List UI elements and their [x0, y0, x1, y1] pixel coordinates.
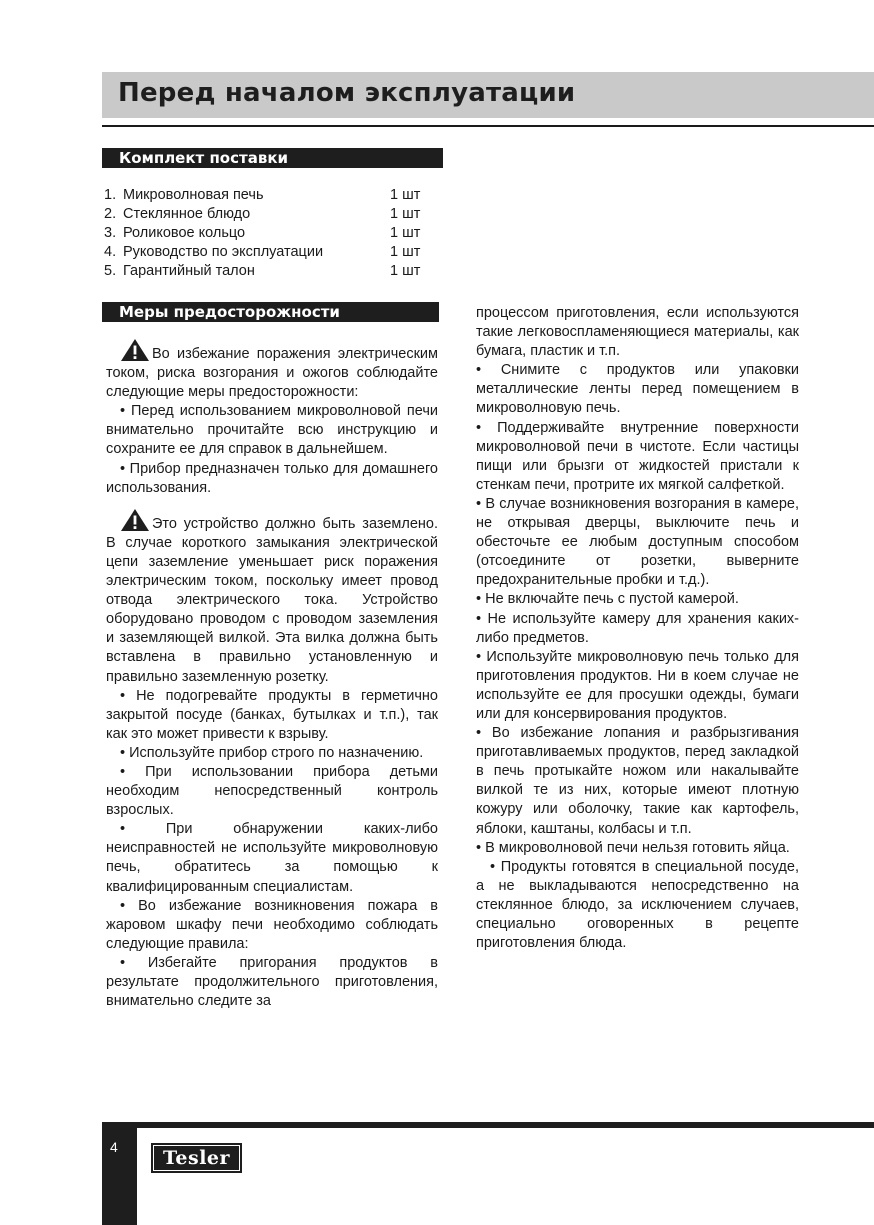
list-item — [104, 186, 434, 205]
safety-paragraph: • Во избежание лопания и разбрызгивания приготавливаемых продуктов, перед закладкой в печь протыкайте ножом или накалывайте вилкой те из них, которые имеют плотную кожуру или оболочку, такие как картофель, яблоки, каштаны, колбасы и т.п. — [476, 725, 799, 837]
page-title: Перед началом эксплуатации — [118, 78, 576, 108]
safety-paragraph: • Не подогревайте продукты в герметично закрытой посуде (банках, бутылках и т.п.), так как это может привести к взрыву. — [106, 687, 438, 742]
safety-paragraph: • При использовании прибора детьми необходим непосредственный контроль взрослых. — [106, 763, 438, 819]
safety-heading: Меры предосторожности — [102, 302, 439, 322]
kit-heading: Комплект поставки — [102, 148, 443, 168]
safety-paragraph: • При обнаружении каких-либо неисправностей не используйте микроволновую печь, обратитесь за помощью к квалифицированным специалистам. — [106, 821, 438, 895]
safety-paragraph: • Продукты готовятся в специальной посуде, а не выкладываются непосредственно на стеклянное блюдо, за исключением случаев, специально оговоренных в рецепте приготовления блюда. — [476, 858, 799, 952]
page-number: 4 — [110, 1139, 118, 1155]
item-number: 3. — [104, 225, 117, 241]
item-name: Гарантийный талон — [123, 263, 255, 279]
item-number: 2. — [104, 206, 117, 222]
footer-rule — [102, 1122, 874, 1128]
list-item — [104, 224, 434, 243]
item-name: Руководство по эксплуатации — [123, 244, 324, 260]
safety-paragraph: • Снимите с продуктов или упаковки металлические ленты перед помещением в микроволновую печь. — [476, 362, 799, 417]
item-qty: 1 шт — [390, 263, 421, 279]
item-number: 5. — [104, 263, 117, 279]
warning-triangle-icon — [120, 508, 150, 532]
item-qty: 1 шт — [390, 187, 421, 203]
warning-paragraph-2: Это устройство должно быть заземлено. В случае короткого замыкания электрической цепи заземление уменьшает риск поражения электрическим током, поскольку имеет провод отвода электрического тока. Устройство оборудовано проводом с проводом заземления и заземляющей вилкой. Эта вилка должна быть вставлена в правильно установленную и правильно заземленную розетку. — [106, 508, 438, 687]
list-item — [104, 205, 434, 224]
safety-paragraph: • Избегайте пригорания продуктов в результате продолжительного приготовления, внимательно следите за — [106, 954, 438, 1010]
item-qty: 1 шт — [390, 225, 421, 241]
safety-paragraph: • В случае возникновения возгорания в камере, не открывая дверцы, выключите печь и обесточьте ее любым доступным способом (отсоедините от розетки, выверните предохранительные пробки и т.д.). — [476, 495, 799, 589]
safety-paragraph: • Во избежание возникновения пожара в жаровом шкафу печи необходимо соблюдать следующие правила: — [106, 897, 438, 952]
list-item — [104, 262, 434, 281]
brand-logo-text: Tesler — [153, 1145, 240, 1171]
item-name: Микроволновая печь — [123, 187, 264, 203]
safety-paragraph: • Не используйте камеру для хранения каких-либо предметов. — [476, 610, 799, 646]
safety-paragraph: • Перед использованием микроволновой печи внимательно прочитайте всю инструкцию и сохраните ее для справок в дальнейшем. — [106, 403, 438, 458]
safety-right-column — [476, 304, 799, 953]
warning-triangle-icon — [120, 338, 150, 362]
item-name: Роликовое кольцо — [123, 225, 246, 241]
item-name: Стеклянное блюдо — [123, 206, 251, 222]
safety-paragraph: • Не включайте печь с пустой камерой. — [476, 591, 739, 608]
safety-paragraph: • Используйте прибор строго по назначению. — [120, 744, 424, 761]
item-qty: 1 шт — [390, 244, 421, 260]
safety-paragraph: • Прибор предназначен только для домашнего использования. — [106, 460, 438, 496]
safety-paragraph: • В микроволновой печи нельзя готовить яйца. — [476, 839, 790, 856]
safety-paragraph: • Поддерживайте внутренние поверхности микроволновой печи в чистоте. Если частицы пищи или брызги от жидкостей пристали к стенкам печи, протрите их мягкой салфеткой. — [476, 419, 799, 493]
brand-logo — [151, 1143, 242, 1173]
footer-block — [102, 1128, 137, 1225]
item-qty: 1 шт — [390, 206, 421, 222]
item-number: 4. — [104, 244, 117, 260]
list-item — [104, 243, 434, 262]
item-number: 1. — [104, 187, 117, 203]
safety-paragraph: процессом приготовления, если используются такие легковоспламеняющиеся материалы, как бумага, пластик и т.п. — [476, 305, 799, 360]
kit-list — [104, 186, 434, 281]
safety-left-column — [106, 338, 438, 1011]
safety-paragraph: • Используйте микроволновую печь только для приготовления продуктов. Ни в коем случае не используйте ее для просушки одежды, бумаги или для консервирования продуктов. — [476, 648, 799, 722]
header-rule — [102, 125, 874, 127]
warning-paragraph-1: Во избежание поражения электрическим током, риска возгорания и ожогов соблюдайте следующие меры предосторожности: — [106, 338, 438, 402]
